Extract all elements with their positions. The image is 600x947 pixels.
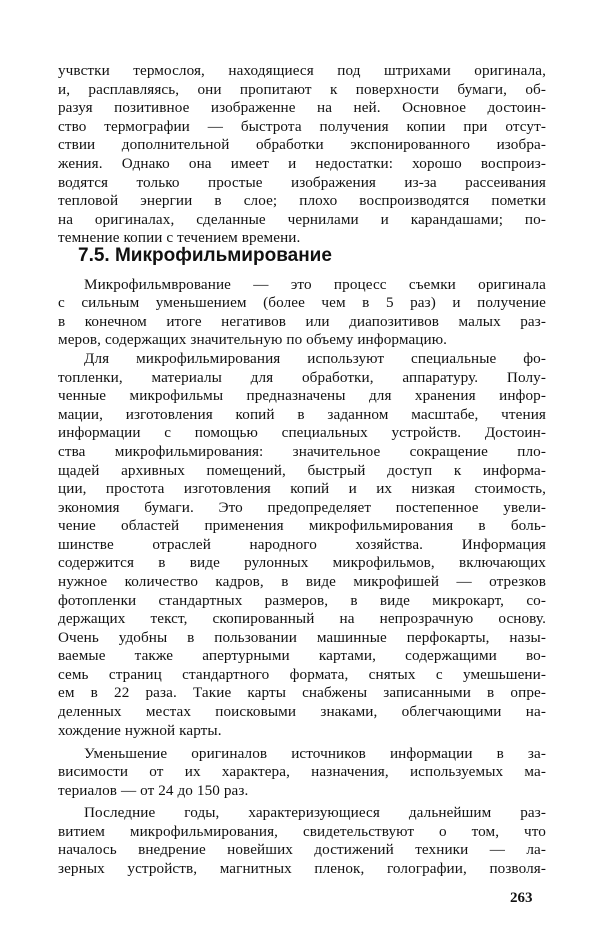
text-line: держащих текст, скопированный на непрозрачную основу. bbox=[58, 610, 546, 628]
text-line: Для микрофильмирования используют специальные фо- bbox=[84, 350, 546, 367]
text-line: водятся только простые изображения из-за рассеивания bbox=[58, 173, 546, 191]
text-line: тепловой энергии в слое; плохо воспроизводятся пометки bbox=[58, 192, 546, 210]
text-line: учвстки термослоя, находящиеся под штрихами оригинала, bbox=[58, 62, 546, 79]
text-line: ции, простота изготовления копий и их низкая стоимость, bbox=[58, 480, 546, 497]
text-line: щадей архивных помещений, быстрый доступ к информа- bbox=[58, 461, 546, 479]
text-line: нужное количество кадров, в виде микрофишей — отрезков bbox=[58, 572, 546, 590]
text-line: информации с помощью специальных устройств. Достоин- bbox=[58, 424, 546, 442]
text-line: разуя позитивное изображенне на ней. Основное достоин- bbox=[58, 99, 546, 117]
text-line: Микрофильмврование — это процесс съемки оригинала bbox=[84, 275, 546, 293]
text-line: чение областей применения микрофильмирования в боль- bbox=[58, 517, 546, 535]
text-line: висимости от их характера, назначения, используемых ма- bbox=[58, 763, 546, 781]
text-line: в конечном итоге негативов или диапозитивов малых раз- bbox=[58, 312, 546, 330]
text-line: Уменьшение оригиналов источников информации в за- bbox=[84, 744, 546, 762]
text-line: мации, изготовления копий в заданном масштабе, чтения bbox=[58, 405, 546, 423]
text-line: ство термографии — быстрота получения копии при отсут- bbox=[58, 117, 546, 135]
text-line: на оригиналах, сделанные чернилами и карандашами; по- bbox=[58, 210, 546, 228]
text-line: фотопленки стандартных размеров, в виде микрокарт, со- bbox=[58, 591, 546, 609]
text-line: шинстве отраслей народного хозяйства. Информация bbox=[58, 535, 546, 553]
text-line: деленных местах поисковыми знаками, облегчающими на- bbox=[58, 703, 546, 720]
text-line: ства микрофильмирования: значительное сокращение пло- bbox=[58, 442, 546, 460]
text-line: витием микрофильмирования, свидетельствуют о том, что bbox=[58, 822, 546, 840]
text-line: Последние годы, характеризующиеся дальнейшим раз- bbox=[84, 804, 546, 822]
text-line: и, расплавляясь, они пропитают к поверхности бумаги, об- bbox=[58, 80, 546, 98]
section-heading: 7.5. Микрофильмирование bbox=[78, 245, 332, 267]
text-line: меров, содержащих значительную по объему информацию. bbox=[58, 331, 448, 349]
text-line: топленки, материалы для обработки, аппаратуру. Полу- bbox=[58, 368, 546, 386]
text-line: териалов — от 24 до 150 раз. bbox=[58, 782, 249, 799]
text-line: экономия бумаги. Это предопределяет постепенное увели- bbox=[58, 498, 546, 516]
text-line: ваемые также апертурными картами, содержащими во- bbox=[58, 647, 546, 665]
text-line: ченные микрофильмы предназначены для хранения инфор- bbox=[58, 387, 546, 405]
text-line: началось внедрение новейших достижений техники — ла- bbox=[58, 841, 546, 859]
text-line: темнение копии с течением времени. bbox=[58, 229, 301, 247]
text-line: с сильным уменьшением (более чем в 5 раз) и получение bbox=[58, 294, 546, 312]
page-number: 263 bbox=[510, 890, 533, 906]
text-line: зерных устройств, магнитных пленок, голографии, позволя- bbox=[58, 860, 546, 877]
text-line: ем в 22 раза. Такие карты снабжены записанными в опре- bbox=[58, 684, 546, 702]
text-line: жения. Однако она имеет и недостатки: хорошо воспроиз- bbox=[58, 154, 546, 172]
text-line: Очень удобны в пользовании машинные перфокарты, назы- bbox=[58, 628, 546, 646]
text-line: содержится в виде рулонных микрофильмов, включающих bbox=[58, 554, 546, 572]
text-line: ствии дополнительной обработки экспонированного изобра- bbox=[58, 136, 546, 154]
text-line: семь страниц стандартного формата, снятых с умешьшени- bbox=[58, 665, 546, 683]
text-line: хождение нужной карты. bbox=[58, 721, 222, 739]
